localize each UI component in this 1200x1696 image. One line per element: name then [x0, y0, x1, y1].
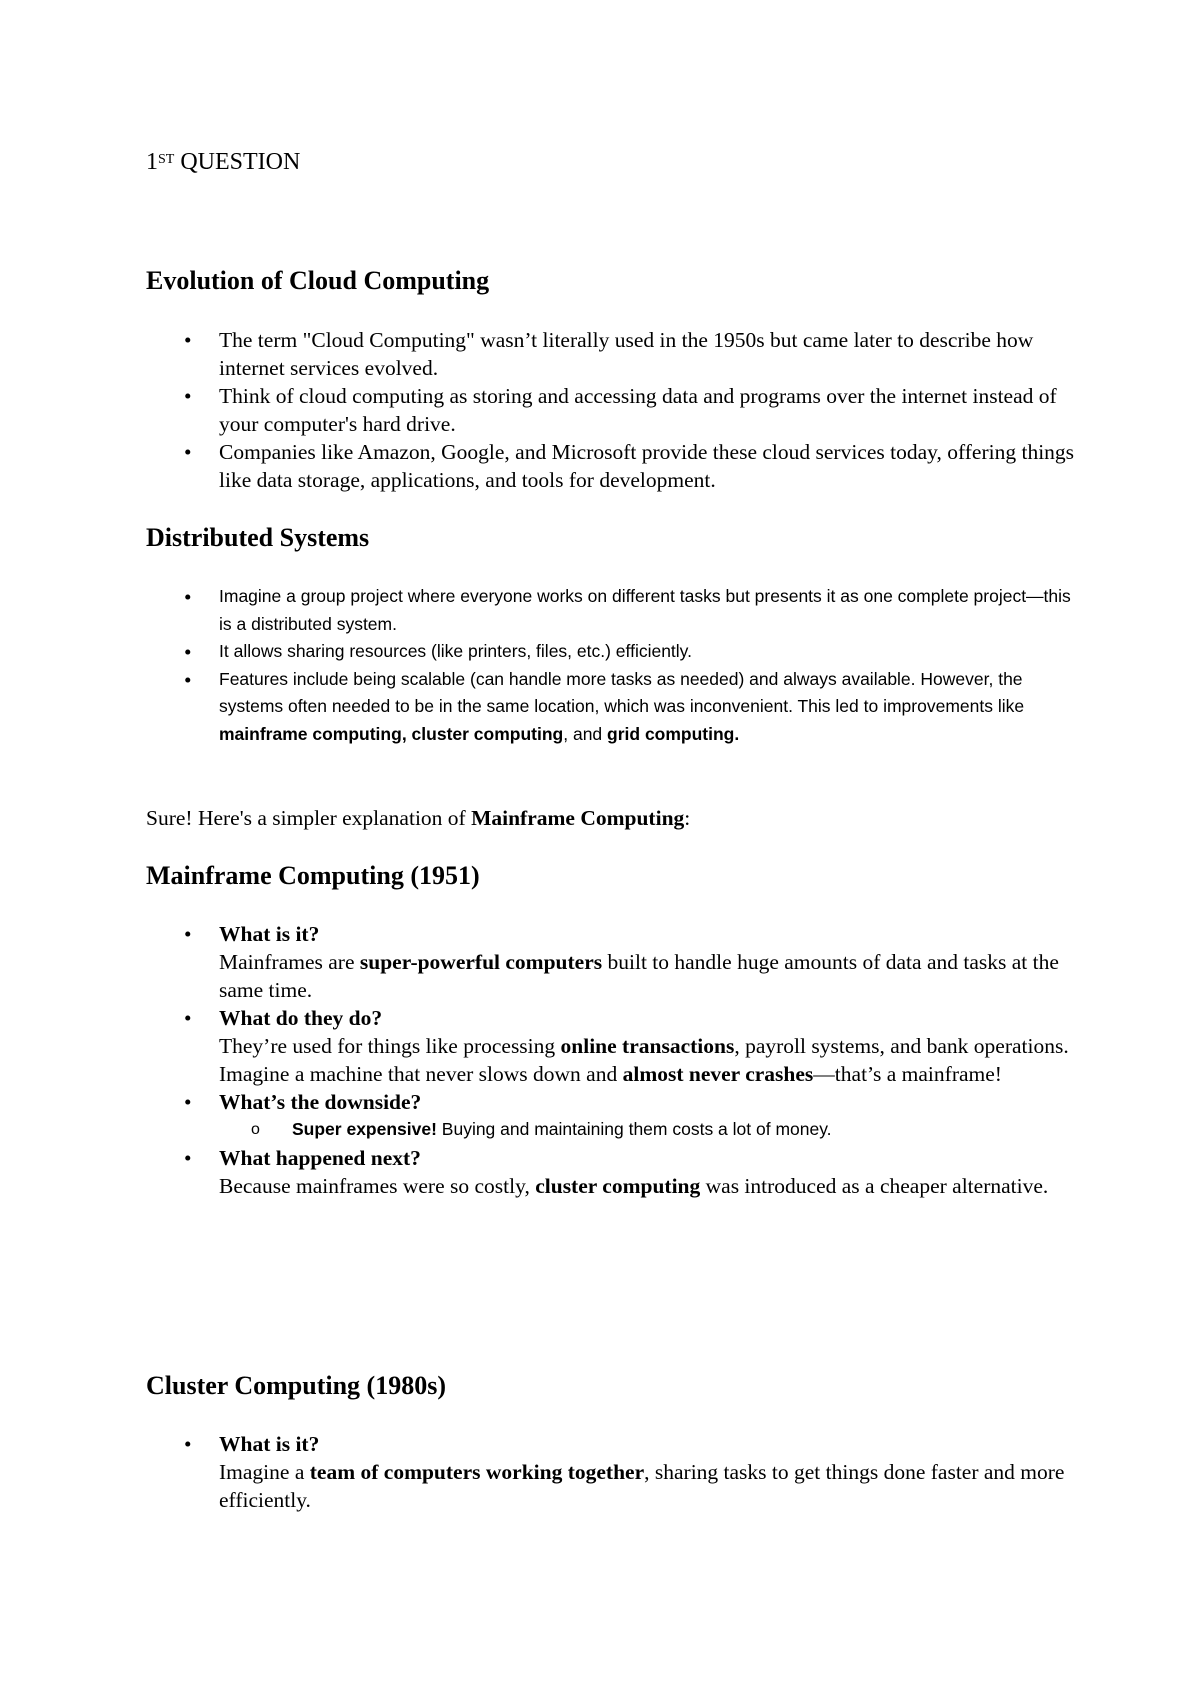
item-question: What’s the downside?: [219, 1090, 422, 1114]
item-question: What do they do?: [219, 1006, 383, 1030]
item-answer: [219, 1060, 1086, 1088]
item-text: Imagine a group project where everyone works on different tasks but presents it as one complete project—this is a distributed system.: [219, 586, 1071, 634]
answer-text: Imagine a: [219, 1460, 310, 1484]
answer-text: Mainframes are: [219, 950, 360, 974]
intro-text: Sure! Here's a simpler explanation of: [146, 806, 472, 830]
item-text: Features include being scalable (can handle more tasks as needed) and always available. However, the systems often needed to be in the same location, which was inconvenient. This led to improvements like: [219, 668, 1025, 716]
list-item: [146, 583, 1086, 638]
list-item: [146, 1144, 1086, 1200]
answer-text: built to handle huge amounts of data and tasks at the same time.: [219, 950, 1059, 1002]
list-distributed: [146, 583, 1086, 748]
sub-bold: Super expensive!: [292, 1119, 437, 1139]
answer-bold: super-powerful computers: [359, 950, 603, 974]
list-item: [146, 438, 1086, 494]
bullet-icon: •: [184, 585, 192, 609]
list-item: [146, 1004, 1086, 1088]
answer-text: , payroll systems, and bank operations.: [734, 1034, 1069, 1058]
answer-text: —that’s a mainframe!: [813, 1062, 1002, 1086]
heading-distributed: Distributed Systems: [146, 523, 370, 552]
sub-list: [219, 1116, 1086, 1144]
item-text: The term "Cloud Computing" wasn’t literally used in the 1950s but came later to describe how internet services evolved.: [219, 328, 1034, 380]
bullet-icon: •: [184, 328, 192, 352]
bullet-icon: •: [184, 667, 192, 692]
item-answer: [219, 948, 1086, 1004]
list-evolution: [146, 326, 1086, 494]
question-number: 1: [146, 149, 158, 175]
item-sep: , and: [563, 723, 608, 744]
bullet-icon: •: [184, 1006, 192, 1030]
bullet-icon: •: [184, 1432, 192, 1456]
circle-bullet-icon: o: [251, 1121, 260, 1138]
answer-text: , sharing tasks to get things done faster and more efficiently.: [219, 1460, 1065, 1512]
answer-bold: team of computers working together: [309, 1460, 645, 1484]
answer-bold: almost never crashes: [622, 1062, 814, 1086]
sub-text: Buying and maintaining them costs a lot of money.: [436, 1119, 832, 1139]
heading-cluster: Cluster Computing (1980s): [146, 1371, 446, 1400]
answer-text: Imagine a machine that never slows down and: [219, 1062, 623, 1086]
bullet-icon: •: [184, 922, 192, 946]
list-cluster: [146, 1430, 1086, 1514]
item-answer: [219, 1032, 1086, 1060]
item-answer: [219, 1172, 1086, 1200]
heading-evolution: Evolution of Cloud Computing: [146, 266, 490, 295]
bold-term: grid computing.: [607, 723, 740, 744]
item-question: What happened next?: [219, 1145, 421, 1170]
answer-text: They’re used for things like processing: [219, 1034, 561, 1058]
list-item: [146, 920, 1086, 1004]
list-item: [146, 638, 1086, 666]
heading-mainframe: Mainframe Computing (1951): [146, 861, 480, 890]
item-text: Think of cloud computing as storing and accessing data and programs over the internet instead of your computer's hard drive.: [219, 384, 1057, 436]
bold-sep: ,: [401, 723, 412, 744]
intro-end: :: [684, 806, 691, 830]
list-item: [146, 326, 1086, 382]
answer-text: was introduced as a cheaper alternative.: [700, 1173, 1049, 1198]
item-answer: [219, 1458, 1086, 1514]
intro-bold: Mainframe Computing: [471, 806, 685, 830]
question-superscript: ST: [158, 152, 175, 167]
question-label: QUESTION: [180, 149, 301, 175]
bold-term: cluster computing: [411, 723, 564, 744]
item-question: What is it?: [219, 922, 320, 946]
sub-list-item: [219, 1116, 1086, 1144]
answer-text: Because mainframes were so costly,: [219, 1173, 536, 1198]
bullet-icon: •: [184, 1145, 192, 1170]
item-text: It allows sharing resources (like printers, files, etc.) efficiently.: [219, 641, 692, 661]
bullet-icon: •: [184, 1090, 192, 1114]
list-item: [146, 1430, 1086, 1514]
list-item: [146, 1088, 1086, 1144]
list-item: [146, 382, 1086, 438]
bold-term: mainframe computing: [219, 723, 402, 744]
question-title: [146, 147, 300, 177]
item-text: Companies like Amazon, Google, and Microsoft provide these cloud services today, offering things like data storage, applications, and tools for development.: [219, 440, 1075, 492]
bullet-icon: •: [184, 640, 192, 664]
list-item: [146, 666, 1086, 749]
answer-bold: cluster computing: [535, 1173, 701, 1198]
bullet-icon: •: [184, 384, 192, 408]
list-mainframe: [146, 920, 1086, 1200]
intro-sentence: [146, 804, 1086, 832]
item-question: What is it?: [219, 1432, 320, 1456]
answer-bold: online transactions: [560, 1034, 735, 1058]
bullet-icon: •: [184, 440, 192, 464]
